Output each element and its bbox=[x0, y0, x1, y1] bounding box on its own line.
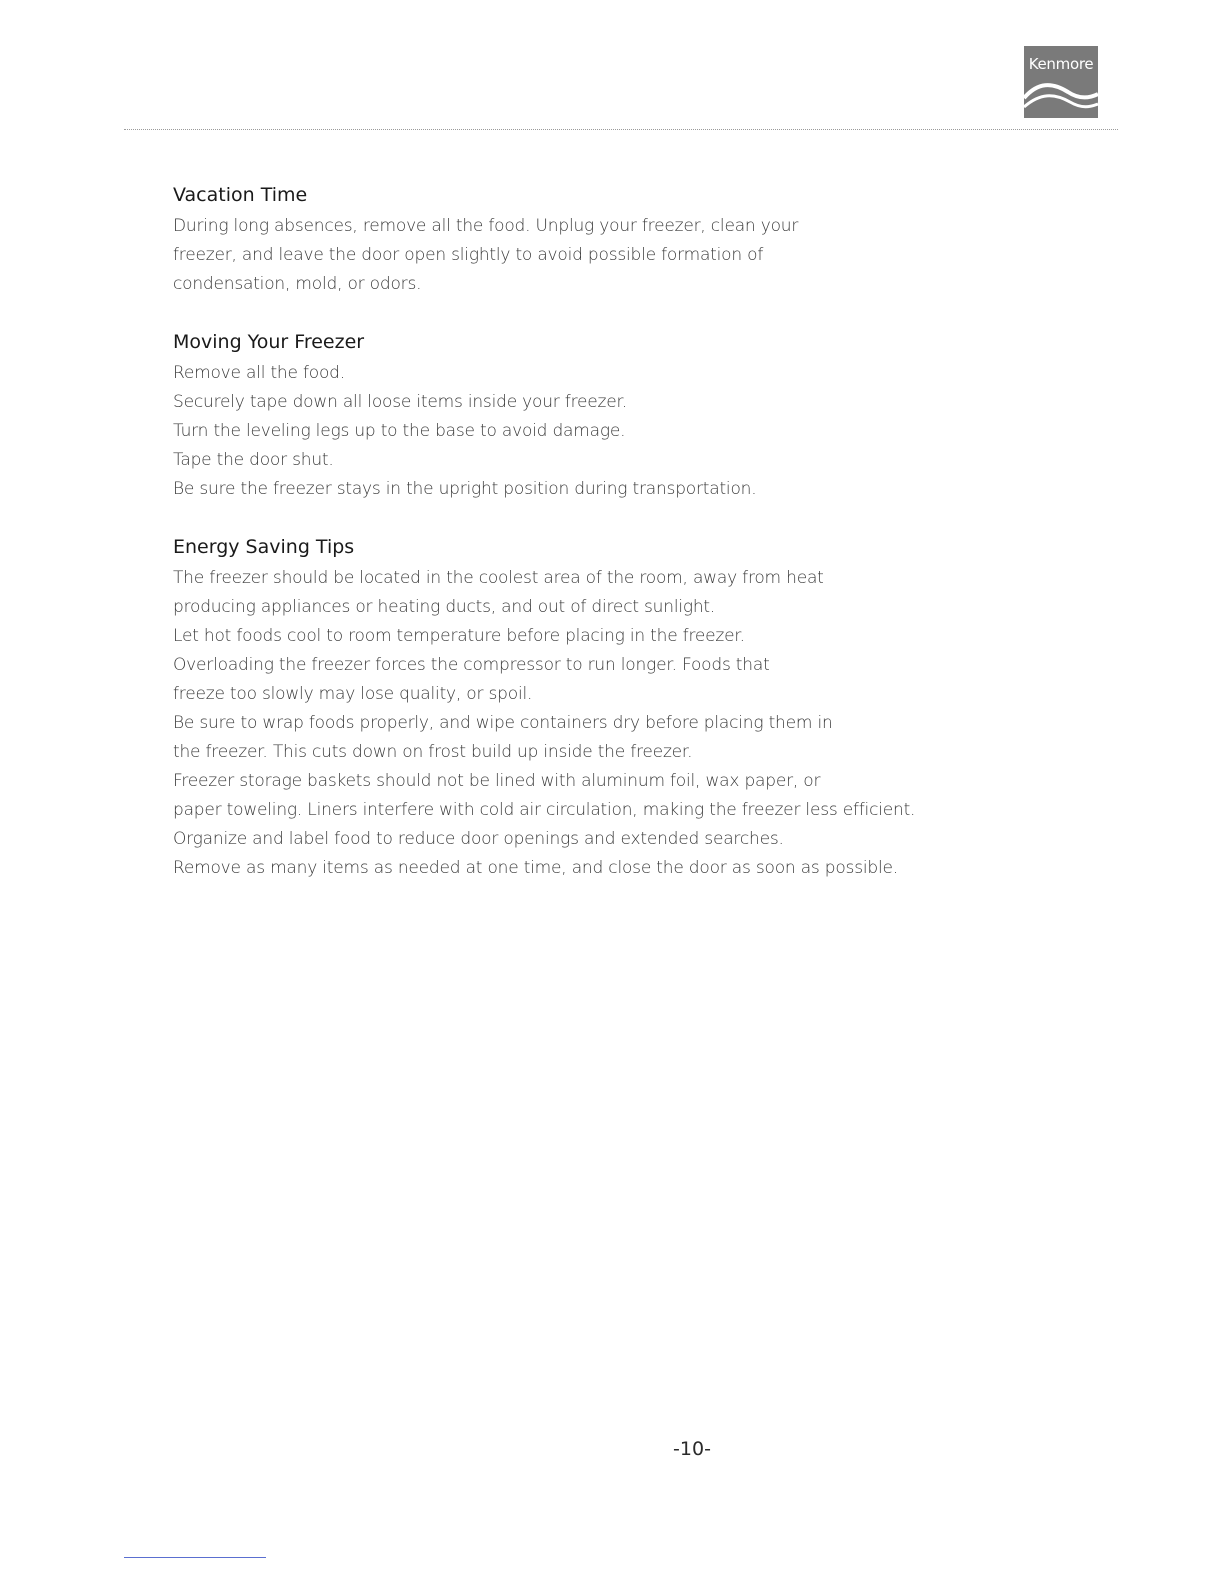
text-line: condensation, mold, or odors. bbox=[173, 274, 422, 294]
text-line: Remove as many items as needed at one time, and close the door as soon as possible. bbox=[173, 858, 898, 878]
text-line: producing appliances or heating ducts, and out of direct sunlight. bbox=[173, 597, 716, 617]
section-title: Moving Your Freezer bbox=[173, 331, 365, 353]
text-line: Turn the leveling legs up to the base to avoid damage. bbox=[173, 421, 626, 441]
text-line: Freezer storage baskets should not be lined with aluminum foil, wax paper, or bbox=[173, 771, 821, 791]
text-line: freeze too slowly may lose quality, or spoil. bbox=[173, 684, 533, 704]
text-line: The freezer should be located in the coolest area of the room, away from heat bbox=[173, 568, 824, 588]
section-energy-saving-tips bbox=[173, 532, 1073, 883]
text-line: freezer, and leave the door open slightly to avoid possible formation of bbox=[173, 245, 764, 265]
section-title: Energy Saving Tips bbox=[173, 536, 355, 558]
section-moving-your-freezer bbox=[173, 327, 1073, 504]
footer-divider bbox=[124, 1557, 266, 1558]
text-line: Let hot foods cool to room temperature before placing in the freezer. bbox=[173, 626, 745, 646]
text-line: Securely tape down all loose items inside your freezer. bbox=[173, 392, 627, 412]
text-line: During long absences, remove all the food. Unplug your freezer, clean your bbox=[173, 216, 799, 236]
text-line: Overloading the freezer forces the compressor to run longer. Foods that bbox=[173, 655, 770, 675]
text-line: Remove all the food. bbox=[173, 363, 345, 383]
text-line: the freezer. This cuts down on frost build up inside the freezer. bbox=[173, 742, 693, 762]
text-line: Be sure to wrap foods properly, and wipe containers dry before placing them in bbox=[173, 713, 833, 733]
header-divider bbox=[124, 129, 1118, 130]
text-line: Tape the door shut. bbox=[173, 450, 334, 470]
text-line: Organize and label food to reduce door openings and extended searches. bbox=[173, 829, 784, 849]
page-content bbox=[173, 180, 1073, 911]
kenmore-logo bbox=[1024, 46, 1098, 118]
section-title: Vacation Time bbox=[173, 184, 308, 206]
page-number: -10- bbox=[673, 1438, 711, 1460]
text-line: Be sure the freezer stays in the upright position during transportation. bbox=[173, 479, 757, 499]
text-line: paper toweling. Liners interfere with cold air circulation, making the freezer less efficient. bbox=[173, 800, 916, 820]
section-vacation-time bbox=[173, 180, 1073, 299]
logo-wave-icon bbox=[1024, 76, 1098, 118]
logo-text: Kenmore bbox=[1028, 55, 1094, 73]
